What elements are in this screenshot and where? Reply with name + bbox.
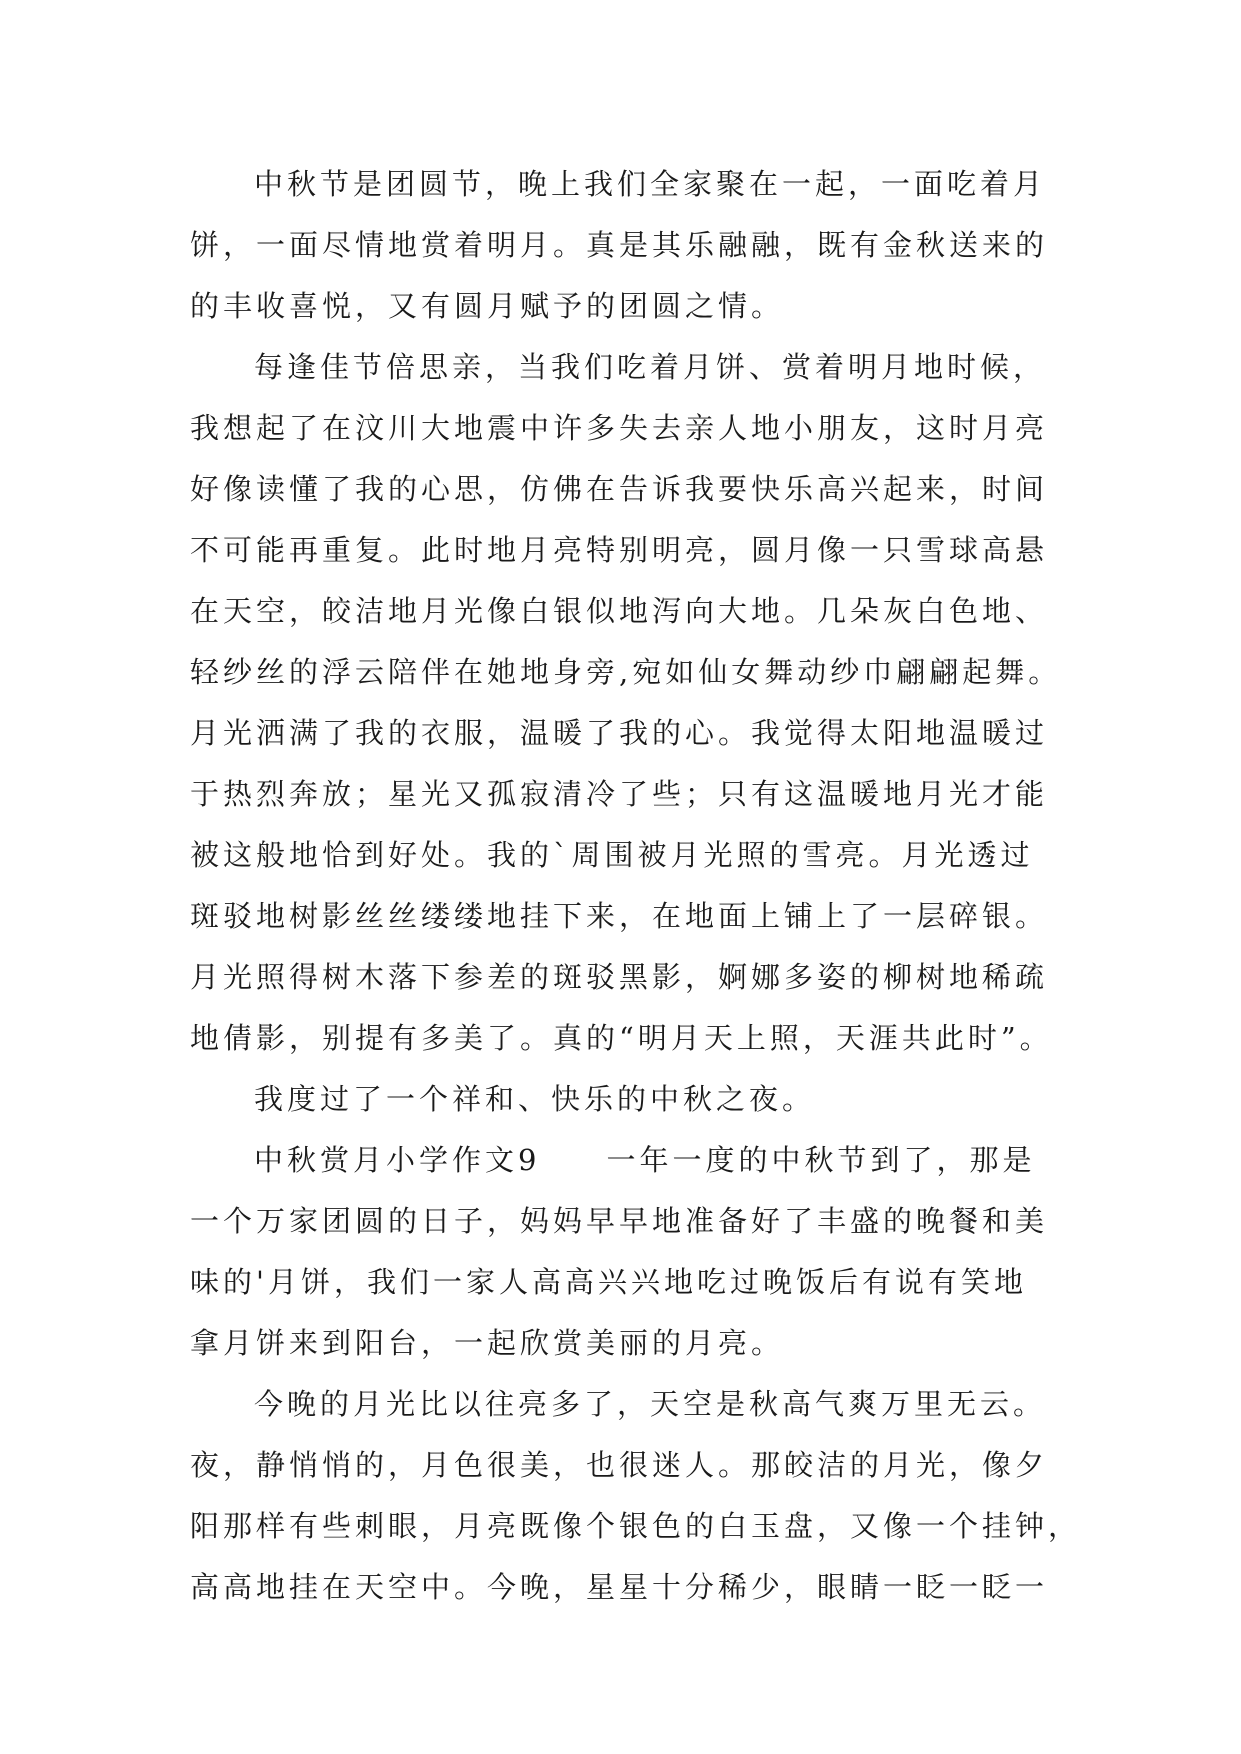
text-line: 斑驳地树影丝丝缕缕地挂下来，在地面上铺上了一层碎银。 xyxy=(190,899,1049,933)
text-line: 饼，一面尽情地赏着明月。真是其乐融融，既有金秋送来的 xyxy=(190,228,1049,262)
text-line: 好像读懂了我的心思，仿佛在告诉我要快乐高兴起来，时间 xyxy=(190,472,1049,506)
text-line: 的丰收喜悦，又有圆月赋予的团圆之情。 xyxy=(190,289,785,323)
text-line: 我度过了一个祥和、快乐的中秋之夜。 xyxy=(254,1082,816,1116)
text-line: 夜，静悄悄的，月色很美，也很迷人。那皎洁的月光，像夕 xyxy=(190,1448,1049,1482)
text-line: 轻纱丝的浮云陪伴在她地身旁,宛如仙女舞动纱巾翩翩起舞。 xyxy=(190,655,1062,689)
text-line: 月光洒满了我的衣服，温暖了我的心。我觉得太阳地温暖过 xyxy=(190,716,1049,750)
text-line: 高高地挂在天空中。今晚，星星十分稀少，眼睛一眨一眨一 xyxy=(190,1570,1049,1604)
text-line: 我想起了在汶川大地震中许多失去亲人地小朋友，这时月亮 xyxy=(190,411,1049,445)
text-line: 中秋赏月小学作文9 一年一度的中秋节到了，那是 xyxy=(254,1143,1036,1177)
text-line: 在天空，皎洁地月光像白银似地泻向大地。几朵灰白色地、 xyxy=(190,594,1049,628)
text-line: 于热烈奔放；星光又孤寂清冷了些；只有这温暖地月光才能 xyxy=(190,777,1049,811)
text-line: 一个万家团圆的日子，妈妈早早地准备好了丰盛的晚餐和美 xyxy=(190,1204,1049,1238)
text-line: 地倩影，别提有多美了。真的“明月天上照，天涯共此时”。 xyxy=(190,1021,1053,1055)
text-line: 拿月饼来到阳台，一起欣赏美丽的月亮。 xyxy=(190,1326,785,1360)
text-line: 不可能再重复。此时地月亮特别明亮，圆月像一只雪球高悬 xyxy=(190,533,1049,567)
text-line: 味的'月饼，我们一家人高高兴兴地吃过晚饭后有说有笑地 xyxy=(190,1265,1027,1299)
text-line: 阳那样有些刺眼，月亮既像个银色的白玉盘，又像一个挂钟， xyxy=(190,1509,1082,1543)
text-line: 中秋节是团圆节，晚上我们全家聚在一起，一面吃着月 xyxy=(254,167,1047,201)
text-line: 月光照得树木落下参差的斑驳黑影，婀娜多姿的柳树地稀疏 xyxy=(190,960,1049,994)
text-line: 被这般地恰到好处。我的`周围被月光照的雪亮。月光透过 xyxy=(190,838,1034,872)
text-line: 今晚的月光比以往亮多了，天空是秋高气爽万里无云。 xyxy=(254,1387,1047,1421)
text-line: 每逢佳节倍思亲，当我们吃着月饼、赏着明月地时候， xyxy=(254,350,1047,384)
essay-body xyxy=(190,154,1082,1618)
